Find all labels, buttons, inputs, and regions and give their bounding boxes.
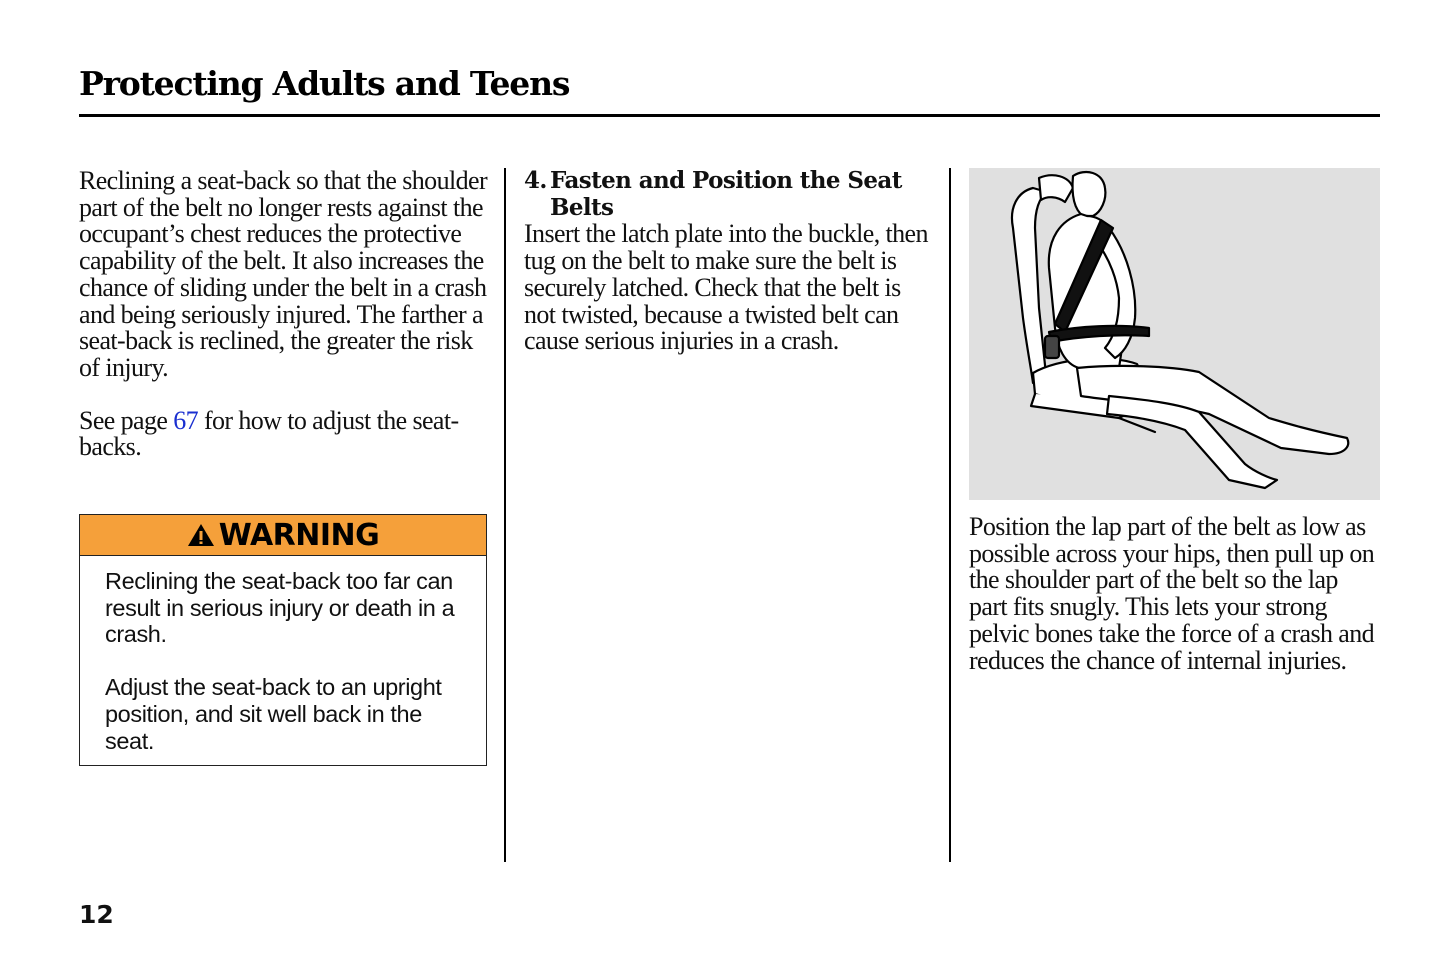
middle-column xyxy=(524,168,936,355)
warning-paragraph-2: Adjust the seat-back to an upright position, and sit well back in the seat. xyxy=(105,674,442,754)
page-title: Protecting Adults and Teens xyxy=(79,64,570,103)
title-divider xyxy=(79,114,1380,117)
column-divider-right xyxy=(949,168,951,862)
see-page-paragraph xyxy=(79,405,491,462)
left-column xyxy=(79,168,491,461)
warning-paragraph-1: Reclining the seat-back too far can result in serious injury or death in a crash. xyxy=(105,568,455,648)
recline-paragraph: Reclining a seat-back so that the shoulder part of the belt no longer rests against the occupant’s chest reduces the protective capability of the belt. It also increases the chance of sliding under the belt in a crash and being seriously injured. The farther a seat-back is reclined, the greater the risk of injury. xyxy=(79,166,488,382)
step-title-line2: Belts xyxy=(550,193,614,221)
page-67-link[interactable]: 67 xyxy=(173,405,199,435)
step-number: 4. xyxy=(524,167,547,194)
step-title-line1: Fasten and Position the Seat xyxy=(550,167,902,194)
step-heading xyxy=(524,168,936,221)
right-column xyxy=(969,514,1381,674)
latch-paragraph: Insert the latch plate into the buckle, then tug on the belt to make sure the belt is securely latched. Check that the belt is not twisted, because a twisted belt can cause serious injuries in a crash. xyxy=(524,219,928,356)
warning-triangle-icon xyxy=(187,523,215,547)
warning-box xyxy=(79,514,487,766)
page-number: 12 xyxy=(79,900,114,929)
see-page-suffix: for how to adjust the seat-backs. xyxy=(79,405,459,462)
column-divider-left xyxy=(504,168,506,862)
lap-belt-paragraph: Position the lap part of the belt as low as possible across your hips, then pull up on the shoulder part of the belt so the lap part fits snugly. This lets your strong pelvic bones take the force of a crash and reduces the chance of internal injuries. xyxy=(969,512,1375,675)
seatbelt-illustration xyxy=(969,168,1380,500)
seated-person-illustration xyxy=(969,168,1380,500)
warning-header xyxy=(80,515,486,556)
see-page-prefix: See page xyxy=(79,405,168,435)
warning-body xyxy=(80,556,486,754)
warning-heading: WARNING xyxy=(218,517,380,553)
